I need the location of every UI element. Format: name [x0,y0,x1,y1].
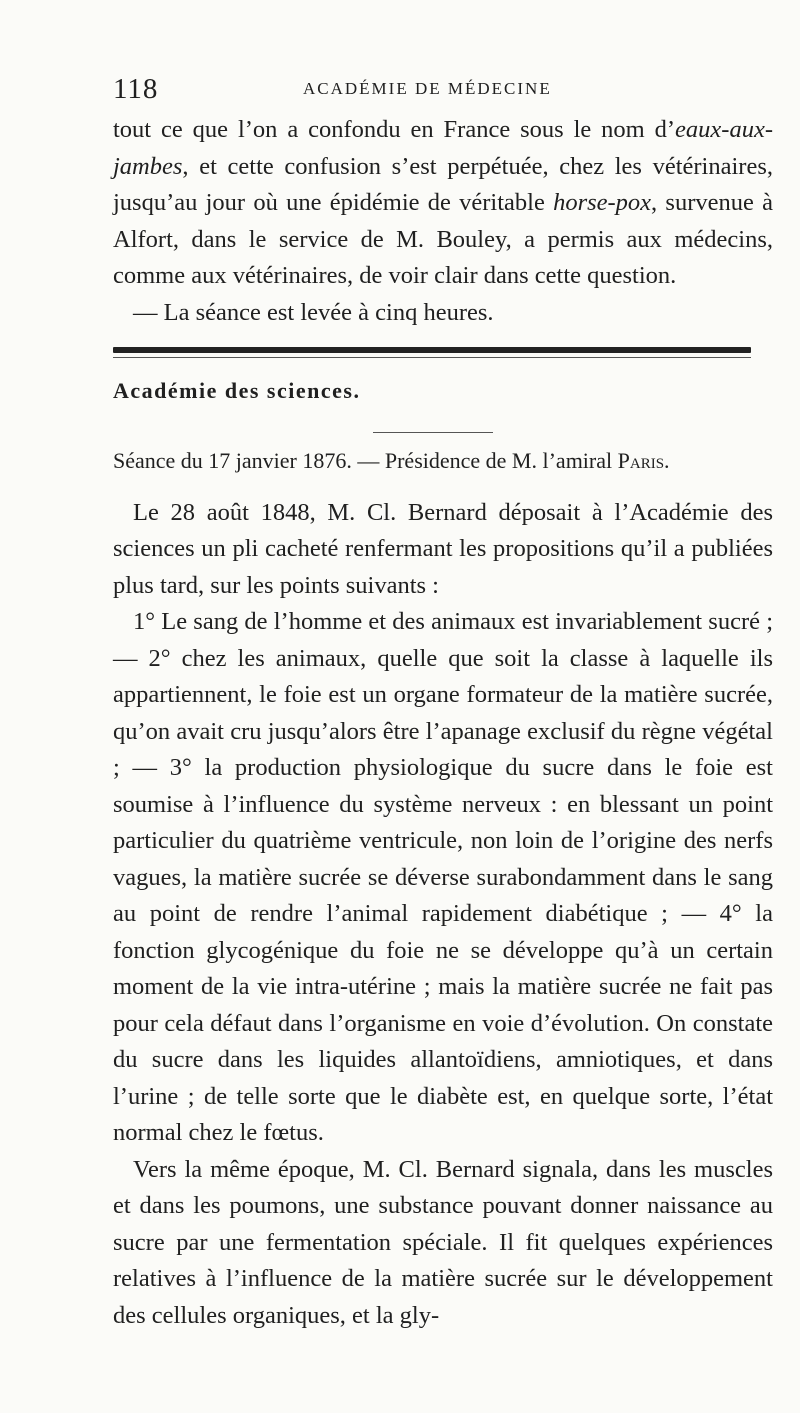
paragraph-text: , et cette confusion s’est perpétuée, chez les vétérinaires, jusqu’au jour où une épidémie de véritable [113,152,773,216]
divider-thin-rule [113,357,751,358]
section-title: Académie des sciences. [113,378,361,403]
page-body [113,112,773,1334]
session-text: . [664,447,670,473]
divider-thick-rule [113,347,751,353]
italic-term: horse-pox [553,189,652,216]
session-text: Séance du 17 janvier 1876. — Présidence de M. l’amiral [113,447,618,473]
italic-term: eaux-aux-jambes [113,116,773,180]
paragraph-text: , survenue à Alfort, dans le service de M. Bouley, a permis aux médecins, comme aux vétérinaires, de voir clair dans cette question. [113,189,773,289]
paragraph-2: 1° Le sang de l’homme et des animaux est invariablement sucré ; — 2° chez les animaux, quelle que soit la classe à laquelle ils appartiennent, le foie est un organe formateur de la matière sucrée, qu’on avait cru jusqu’alors être l’apanage exclusif du règne végétal ; — 3° la production physiologique du sucre dans le foie est soumise à l’influence du système nerveux : en blessant un point particulier du quatrième ventricule, non loin de l’origine des nerfs vagues, la matière sucrée se déverse surabondamment dans le sang au point de rendre l’animal rapidement diabétique ; — 4° la fonction glycogénique du foie ne se développe qu’à un certain moment de la vie intra-utérine ; mais la matière sucrée ne fait pas pour cela défaut dans l’organisme en voie d’évolution. On constate du sucre dans les liquides allantoïdiens, amniotiques, et dans l’urine ; de telle sorte que le diabète est, en quelque sorte, l’état normal chez le fœtus. [113,608,773,1146]
running-head: ACADÉMIE DE MÉDECINE [303,79,552,98]
session-line [113,443,773,479]
president-name: Paris [617,447,665,473]
paragraph-3: Vers la même époque, M. Cl. Bernard signala, dans les muscles et dans les poumons, une substance pouvant donner naissance au sucre par une fermentation spéciale. Il fit quelques expériences relatives à l’influence de la matière sucrée sur le développement des cellules organiques, et la gly- [113,1155,773,1329]
continued-paragraph [113,112,773,295]
section-divider [113,331,773,371]
page-number: 118 [113,73,159,105]
paragraph-1: Le 28 août 1848, M. Cl. Bernard déposait à l’Académie des sciences un pli cacheté renfermant les propositions qu’il a publiées plus tard, sur les points suivants : [113,498,773,599]
short-divider [373,432,493,433]
page-header [113,73,763,113]
closing-line: — La séance est levée à cinq heures. [133,298,494,326]
paragraph-text: tout ce que l’on a confondu en France sous le nom d’ [113,116,676,143]
